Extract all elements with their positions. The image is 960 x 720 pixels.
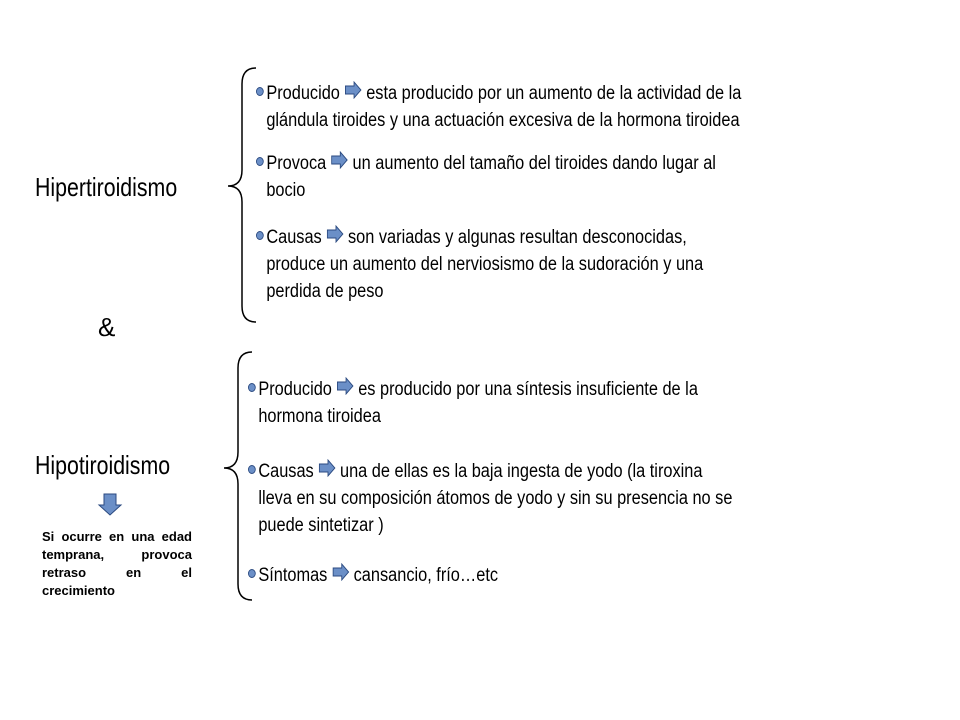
item-label: Causas xyxy=(266,227,322,248)
item-text: un aumento del tamaño del tiroides dando lugar al xyxy=(352,153,716,174)
item-cont: puede sintetizar ) xyxy=(258,515,384,536)
hypo-item-sintomas xyxy=(248,562,498,589)
right-arrow-icon xyxy=(318,459,335,477)
bullet-icon xyxy=(256,231,264,240)
item-cont: hormona tiroidea xyxy=(258,406,381,427)
item-text: es producido por una síntesis insuficiente de la xyxy=(358,379,698,400)
item-text: esta producido por un aumento de la actividad de la xyxy=(366,83,742,104)
down-arrow-icon xyxy=(99,494,121,515)
hyper-item-producido xyxy=(256,80,741,134)
item-label: Provoca xyxy=(266,153,327,174)
bullet-icon xyxy=(256,157,264,166)
item-label: Producido xyxy=(266,83,340,104)
hyper-brace xyxy=(228,68,256,322)
hyper-item-provoca xyxy=(256,150,716,204)
hypo-item-causas xyxy=(248,458,732,539)
hypo-note: Si ocurre en una edad temprana, provoca retraso en el crecimiento xyxy=(42,529,192,598)
bullet-icon xyxy=(248,383,256,392)
item-label: Causas xyxy=(258,461,314,482)
item-label: Producido xyxy=(258,379,332,400)
item-cont: perdida de peso xyxy=(266,281,384,302)
item-cont: bocio xyxy=(266,180,306,201)
right-arrow-icon xyxy=(344,81,361,99)
hypo-item-producido xyxy=(248,376,698,430)
right-arrow-icon xyxy=(336,377,353,395)
right-arrow-icon xyxy=(326,225,343,243)
item-label: Síntomas xyxy=(258,565,328,586)
item-text: son variadas y algunas resultan desconocidas, xyxy=(348,227,687,248)
right-arrow-icon xyxy=(332,563,349,581)
bullet-icon xyxy=(248,569,256,578)
item-text: cansancio, frío…etc xyxy=(353,565,499,586)
item-cont: lleva en su composición átomos de yodo y sin su presencia no se xyxy=(258,488,733,509)
hypo-title: Hipotiroidismo xyxy=(35,450,171,480)
ampersand: & xyxy=(98,312,116,342)
item-cont: produce un aumento del nerviosismo de la sudoración y una xyxy=(266,254,704,275)
bullet-icon xyxy=(256,87,264,96)
item-cont: glándula tiroides y una actuación excesiva de la hormona tiroidea xyxy=(266,110,740,131)
bullet-icon xyxy=(248,465,256,474)
hyper-item-causas xyxy=(256,224,703,305)
right-arrow-icon xyxy=(331,151,348,169)
item-text: una de ellas es la baja ingesta de yodo (la tiroxina xyxy=(340,461,703,482)
hyper-title: Hipertiroidismo xyxy=(35,172,178,202)
